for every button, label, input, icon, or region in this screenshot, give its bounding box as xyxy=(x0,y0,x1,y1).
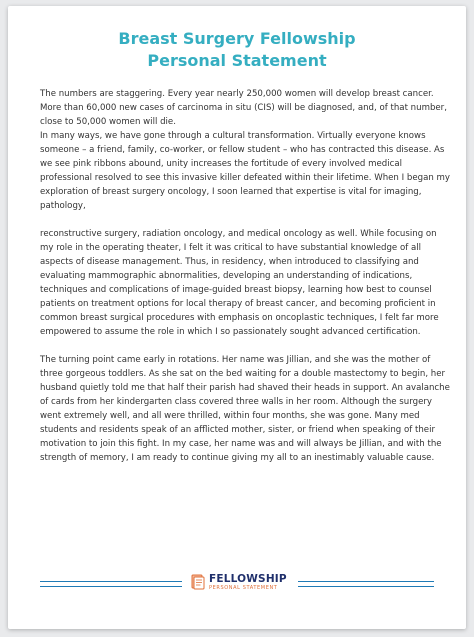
title-line-2: Personal Statement xyxy=(147,51,327,70)
footer-rule-left-long xyxy=(40,581,182,582)
paragraph-3: reconstructive surgery, radiation oncology, and medical oncology as well. While focusing on my role in the operating theater, I felt it was critical to have substantial knowledge of all aspects of disease management. Thus, in residency, when introduced to classifying and evaluating mammographic abnormalities, developing an understanding of indications, techniques and complications of image-guided breast biopsy, learning how best to counsel patients on treatment options for local therapy of breast cancer, and becoming proficient in common breast surgical procedures with emphasis on oncoplastic techniques, I felt far more empowered to assume the role in which I so passionately sought advanced certification. xyxy=(40,229,439,337)
logo-main-text: FELLOWSHIP xyxy=(209,573,287,585)
document-title xyxy=(8,28,466,72)
document-icon xyxy=(191,574,205,590)
fellowship-logo xyxy=(191,573,291,595)
logo-sub-text: PERSONAL STATEMENT xyxy=(209,585,278,591)
footer-rule-right-long xyxy=(298,581,434,582)
document-page xyxy=(8,6,466,629)
footer xyxy=(8,569,466,597)
footer-rule-right-short xyxy=(298,586,434,587)
paragraph-4: The turning point came early in rotations. Her name was Jillian, and she was the mother of three gorgeous toddlers. As she sat on the bed waiting for a double mastectomy to begin, her husband quietly told me that half their parish had shaved their heads in support. An avalanche of cards from her kindergarten class covered three walls in her room. Although the surgery went extremely well, and all were thrilled, within four months, she was gone. Many med students and residents speak of an afflicted mother, sister, or friend when speaking of their motivation to join this fight. In my case, her name was and will always be Jillian, and with the strength of memory, I am ready to continue giving my all to an inestimably valuable cause. xyxy=(40,355,450,463)
footer-rule-left-short xyxy=(40,586,182,587)
paragraph-2: In many ways, we have gone through a cultural transformation. Virtually everyone knows someone – a friend, family, co-worker, or fellow student – who has contracted this disease. As we see pink ribbons abound, unity increases the fortitude of every involved medical professional resolved to see this invasive killer defeated within their lifetime. When I began my exploration of breast surgery oncology, I soon learned that expertise is vital for imaging, pathology, xyxy=(40,131,450,211)
paragraph-1: The numbers are staggering. Every year nearly 250,000 women will develop breast cancer. More than 60,000 new cases of carcinoma in situ (CIS) will be diagnosed, and, of that number, close to 50,000 women will die. xyxy=(40,89,447,127)
document-body xyxy=(40,87,450,465)
title-line-1: Breast Surgery Fellowship xyxy=(118,29,356,48)
